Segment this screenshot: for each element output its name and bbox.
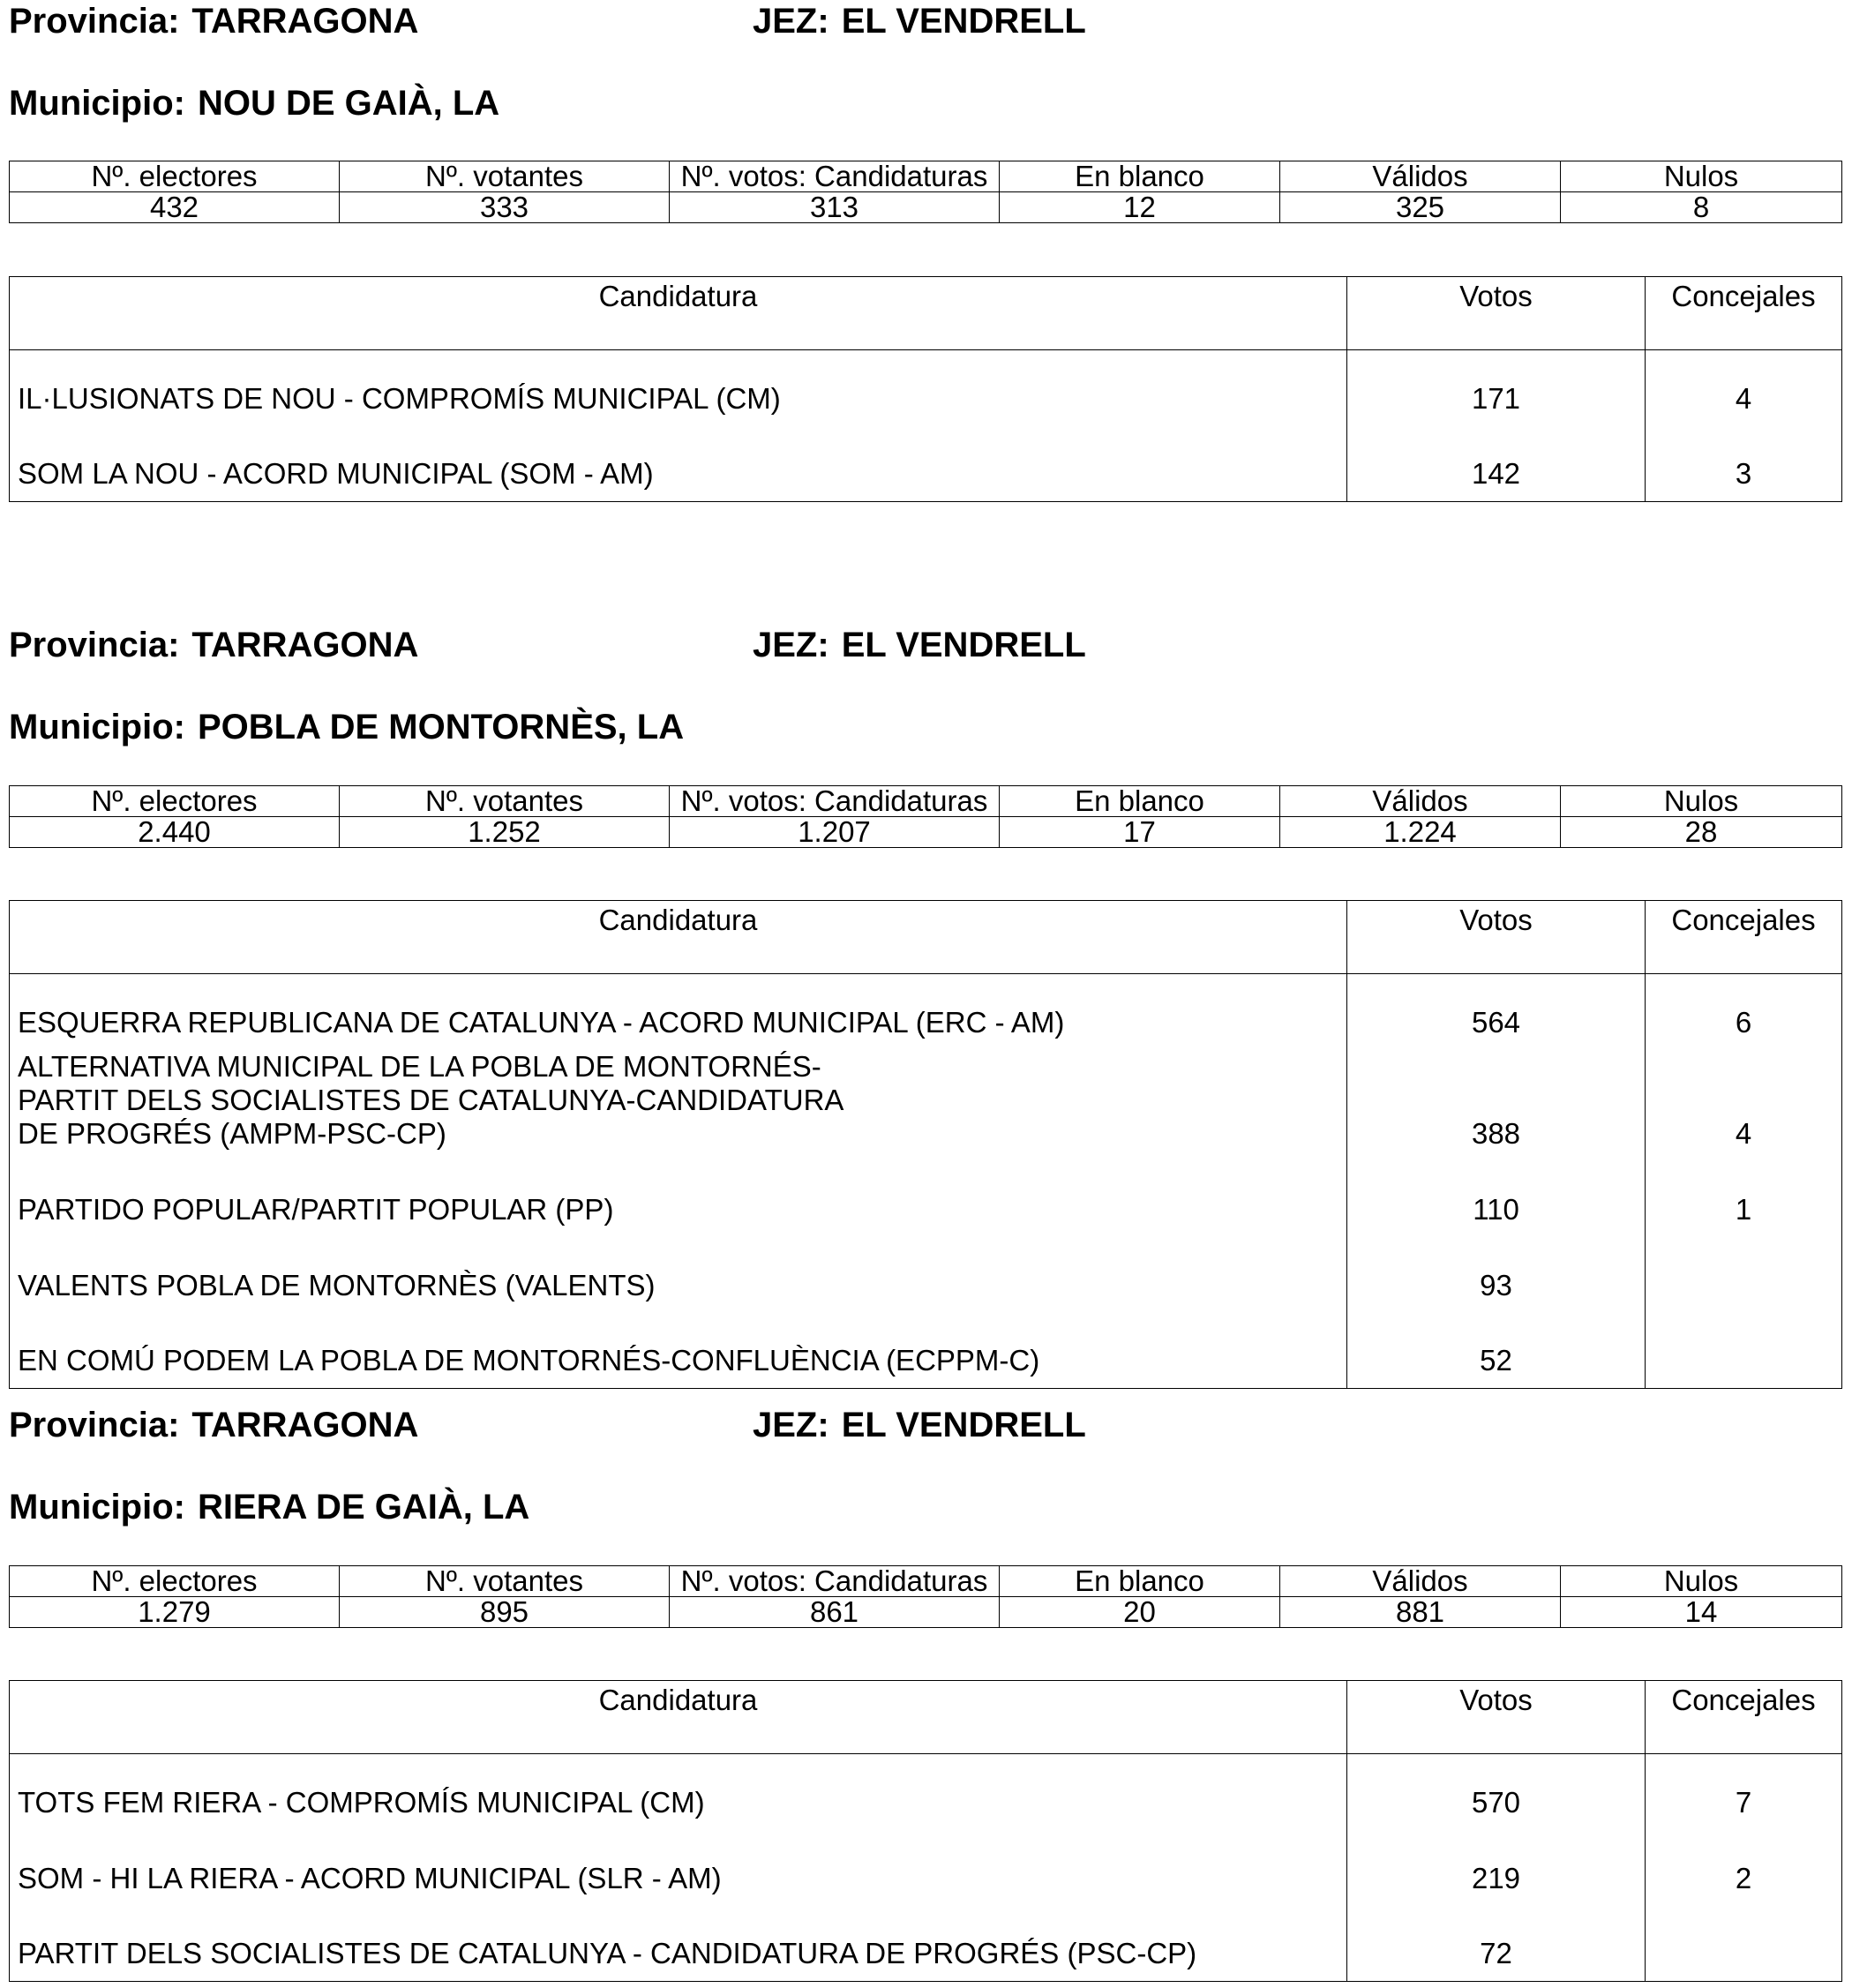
cand-votos: 171 (1347, 350, 1646, 426)
cand-concejales: 6 (1646, 974, 1842, 1050)
cand-votos: 142 (1347, 426, 1646, 502)
provincia-value: TARRAGONA (191, 1406, 419, 1444)
provincia-value: TARRAGONA (191, 2, 419, 41)
cand-name: SOM - HI LA RIERA - ACORD MUNICIPAL (SLR - AM) (10, 1830, 1347, 1906)
cand-votos: 93 (1347, 1237, 1646, 1313)
stats-value: 1.252 (340, 817, 670, 848)
stats-value-row (10, 817, 1842, 848)
stats-header: Válidos (1280, 161, 1561, 192)
cand-name: IL·LUSIONATS DE NOU - COMPROMÍS MUNICIPAL (CM) (10, 350, 1347, 426)
municipio-label: Municipio: (9, 708, 185, 746)
stats-value: 432 (10, 192, 340, 223)
cand-header: Votos (1347, 1681, 1646, 1754)
stats-header: En blanco (1000, 786, 1280, 817)
cand-name: ESQUERRA REPUBLICANA DE CATALUNYA - ACORD MUNICIPAL (ERC - AM) (10, 974, 1347, 1050)
table-row (10, 974, 1842, 1050)
cand-concejales: 4 (1646, 350, 1842, 426)
stats-value: 333 (340, 192, 670, 223)
stats-value: 2.440 (10, 817, 340, 848)
cand-votos: 52 (1347, 1313, 1646, 1389)
stats-value: 325 (1280, 192, 1561, 223)
cand-header-row (10, 901, 1842, 974)
cand-name: EN COMÚ PODEM LA POBLA DE MONTORNÉS-CONFLUÈNCIA (ECPPM-C) (10, 1313, 1347, 1389)
provincia-label: Provincia: (9, 1406, 180, 1444)
cand-name: VALENTS POBLA DE MONTORNÈS (VALENTS) (10, 1237, 1347, 1313)
municipio-value: RIERA DE GAIÀ, LA (197, 1488, 530, 1527)
table-row (10, 1830, 1842, 1906)
cand-name: TOTS FEM RIERA - COMPROMÍS MUNICIPAL (CM) (10, 1754, 1347, 1830)
jez-label: JEZ: (753, 626, 829, 664)
table-row (10, 426, 1842, 502)
table-row (10, 1237, 1842, 1313)
provincia-label: Provincia: (9, 2, 180, 41)
cand-votos: 388 (1347, 1050, 1646, 1161)
cand-concejales (1646, 1906, 1842, 1982)
provincia-line (9, 1405, 418, 1445)
municipio-line (9, 707, 684, 747)
stats-header: Nº. electores (10, 161, 340, 192)
cand-votos: 564 (1347, 974, 1646, 1050)
municipio-label: Municipio: (9, 1488, 185, 1527)
stats-value-row (10, 192, 1842, 223)
stats-header: Válidos (1280, 1566, 1561, 1597)
stats-value: 14 (1561, 1597, 1842, 1628)
cand-header: Votos (1347, 901, 1646, 974)
stats-value: 1.279 (10, 1597, 340, 1628)
cand-header: Candidatura (10, 1681, 1347, 1754)
stats-value: 895 (340, 1597, 670, 1628)
stats-header-row (10, 1566, 1842, 1597)
provincia-value: TARRAGONA (191, 626, 419, 664)
stats-header: Nº. votantes (340, 786, 670, 817)
cand-name: ALTERNATIVA MUNICIPAL DE LA POBLA DE MONTORNÉS-PARTIT DELS SOCIALISTES DE CATALUNYA-CANDIDATURA DE PROGRÉS (AMPM-PSC-CP) (10, 1050, 1347, 1161)
stats-value: 12 (1000, 192, 1280, 223)
stats-value: 17 (1000, 817, 1280, 848)
cand-name: SOM LA NOU - ACORD MUNICIPAL (SOM - AM) (10, 426, 1347, 502)
cand-concejales: 4 (1646, 1050, 1842, 1161)
cand-name: PARTIT DELS SOCIALISTES DE CATALUNYA - CANDIDATURA DE PROGRÉS (PSC-CP) (10, 1906, 1347, 1982)
municipio-value: NOU DE GAIÀ, LA (197, 84, 500, 123)
stats-table (9, 161, 1842, 223)
jez-value: EL VENDRELL (841, 626, 1086, 664)
provincia-line (9, 625, 418, 665)
jez-label: JEZ: (753, 1406, 829, 1444)
jez-line (753, 625, 1086, 665)
cand-header: Candidatura (10, 277, 1347, 350)
cand-header-row (10, 277, 1842, 350)
cand-header: Concejales (1646, 901, 1842, 974)
stats-value: 1.207 (670, 817, 1000, 848)
stats-value: 20 (1000, 1597, 1280, 1628)
cand-name: PARTIDO POPULAR/PARTIT POPULAR (PP) (10, 1161, 1347, 1237)
stats-header: Nulos (1561, 161, 1842, 192)
provincia-label: Provincia: (9, 626, 180, 664)
cand-votos: 570 (1347, 1754, 1646, 1830)
table-row (10, 1754, 1842, 1830)
stats-header: Nº. votos: Candidaturas (670, 1566, 1000, 1597)
stats-header: Nulos (1561, 1566, 1842, 1597)
jez-value: EL VENDRELL (841, 2, 1086, 41)
jez-label: JEZ: (753, 2, 829, 41)
stats-header: Nº. electores (10, 786, 340, 817)
stats-header: Nº. votantes (340, 161, 670, 192)
stats-header: Nulos (1561, 786, 1842, 817)
stats-value: 861 (670, 1597, 1000, 1628)
stats-header-row (10, 161, 1842, 192)
cand-votos: 219 (1347, 1830, 1646, 1906)
cand-header: Candidatura (10, 901, 1347, 974)
stats-header: En blanco (1000, 1566, 1280, 1597)
stats-header: En blanco (1000, 161, 1280, 192)
table-row (10, 1050, 1842, 1161)
stats-header: Nº. votantes (340, 1566, 670, 1597)
stats-value: 313 (670, 192, 1000, 223)
stats-value: 881 (1280, 1597, 1561, 1628)
stats-value: 28 (1561, 817, 1842, 848)
cand-concejales (1646, 1313, 1842, 1389)
stats-value-row (10, 1597, 1842, 1628)
stats-header: Nº. votos: Candidaturas (670, 786, 1000, 817)
stats-header: Válidos (1280, 786, 1561, 817)
cand-concejales: 3 (1646, 426, 1842, 502)
cand-concejales: 7 (1646, 1754, 1842, 1830)
candidaturas-table (9, 1680, 1842, 1982)
stats-header: Nº. electores (10, 1566, 340, 1597)
cand-votos: 72 (1347, 1906, 1646, 1982)
provincia-line (9, 1, 418, 41)
stats-header-row (10, 786, 1842, 817)
cand-votos: 110 (1347, 1161, 1646, 1237)
stats-header: Nº. votos: Candidaturas (670, 161, 1000, 192)
cand-concejales: 2 (1646, 1830, 1842, 1906)
municipio-value: POBLA DE MONTORNÈS, LA (197, 708, 685, 746)
candidaturas-table (9, 276, 1842, 502)
stats-value: 1.224 (1280, 817, 1561, 848)
municipio-label: Municipio: (9, 84, 185, 123)
cand-header: Concejales (1646, 277, 1842, 350)
table-row (10, 1161, 1842, 1237)
jez-line (753, 1405, 1086, 1445)
cand-header: Concejales (1646, 1681, 1842, 1754)
candidaturas-table (9, 900, 1842, 1389)
cand-concejales: 1 (1646, 1161, 1842, 1237)
municipio-line (9, 1487, 529, 1527)
municipio-line (9, 83, 499, 124)
jez-line (753, 1, 1086, 41)
table-row (10, 1313, 1842, 1389)
stats-value: 8 (1561, 192, 1842, 223)
jez-value: EL VENDRELL (841, 1406, 1086, 1444)
stats-table (9, 785, 1842, 848)
cand-header-row (10, 1681, 1842, 1754)
stats-table (9, 1565, 1842, 1628)
table-row (10, 350, 1842, 426)
table-row (10, 1906, 1842, 1982)
cand-header: Votos (1347, 277, 1646, 350)
cand-concejales (1646, 1237, 1842, 1313)
